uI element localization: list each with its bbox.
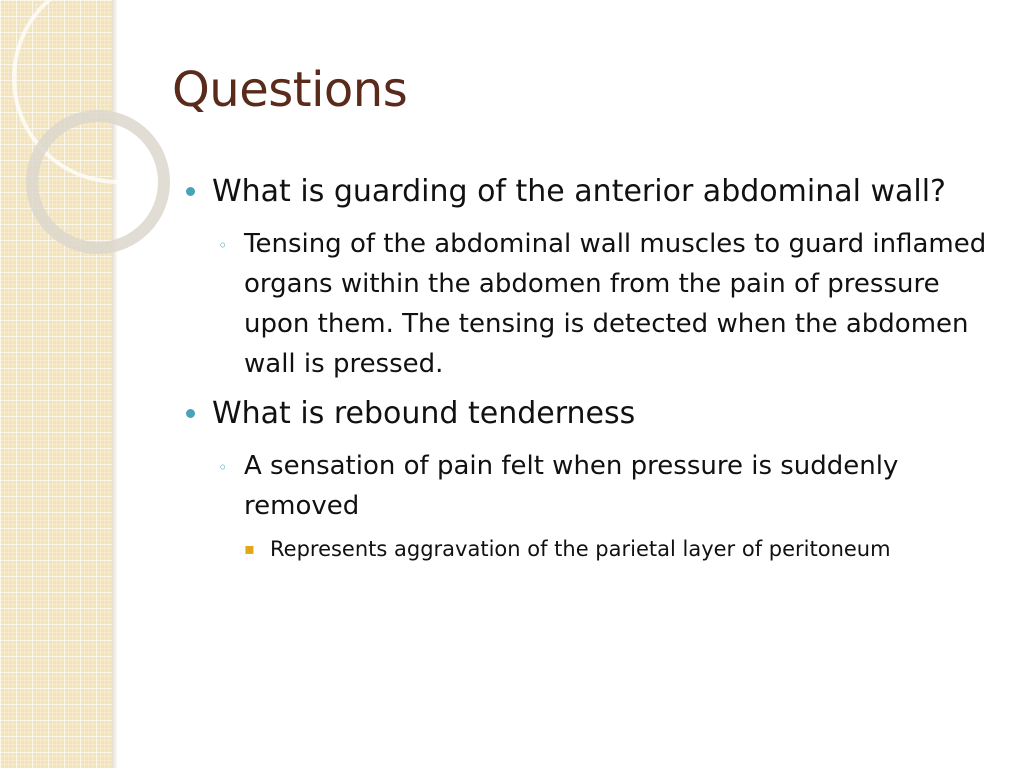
decorative-side-strip [0,0,112,768]
bullet-small-dot-icon: ▪ [244,539,255,558]
bullet-text: What is guarding of the anterior abdominal wall? [212,174,946,209]
bullet-text: What is rebound tenderness [212,396,636,431]
bullet-item-level2 [214,446,994,526]
bullet-dot-icon [186,409,195,418]
bullet-ring-icon: ◦ [218,458,228,477]
bullet-item-level1 [184,392,994,436]
bullet-item-level1 [184,170,994,214]
side-strip-shadow [112,0,118,768]
bullet-text: A sensation of pain felt when pressure is suddenly removed [244,451,899,521]
slide-title: Questions [172,62,408,118]
bullet-item-level2 [214,224,994,384]
bullet-ring-icon: ◦ [218,236,228,255]
bullet-text: Represents aggravation of the parietal layer of peritoneum [270,537,891,561]
bullet-text: Tensing of the abdominal wall muscles to guard inflamed organs within the abdomen from the pain of pressure upon them. The tensing is detected when the abdomen wall is pressed. [244,229,987,379]
bullet-item-level3 [242,532,994,566]
bullet-list [184,170,994,572]
bullet-dot-icon [186,187,195,196]
